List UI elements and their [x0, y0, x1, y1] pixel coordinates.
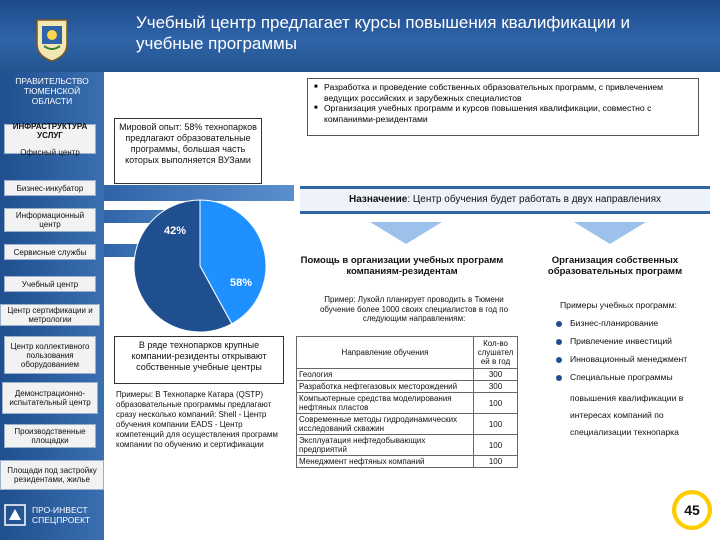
- page-number: 45: [672, 490, 712, 530]
- list-item-label: Инновационный менеджмент: [570, 354, 688, 364]
- table-header-direction: Направление обучения: [297, 337, 474, 369]
- page-title: Учебный центр предлагает курсы повышения квалификации и учебные программы: [136, 13, 631, 53]
- arrow-down-icon: [574, 222, 646, 244]
- list-item-label: Привлечение инвестиций: [570, 336, 672, 346]
- table-cell: 100: [474, 456, 518, 468]
- list-item-extra: повышения квалификации в: [570, 393, 684, 403]
- world-experience-callout: Мировой опыт: 58% технопарков предлагают образовательные программы, большая часть которых выполняется ВУЗами: [114, 118, 262, 184]
- table-cell: Менеджмент нефтяных компаний: [297, 456, 474, 468]
- infrastructure-box: [4, 121, 96, 157]
- purpose-label: Назначение: [348, 194, 408, 205]
- companies-callout: В ряде технопарков крупные компании-резиденты открывают собственные учебные центры: [114, 336, 284, 384]
- bullet-dot-icon: [556, 339, 562, 345]
- table-cell: 300: [474, 369, 518, 381]
- table-cell: 100: [474, 414, 518, 435]
- list-item-extra: специализации технопарка: [570, 427, 679, 437]
- examples-text: Примеры: В Технопарке Катара (QSTP) образовательные программы предлагают сразу несколько компаний: Shell - Центр обучения компании EADS - Центр компетенций для осуществления программ компании по обучению и сертификации: [116, 390, 278, 449]
- bullet-dot-icon: [556, 321, 562, 327]
- pie-label-58: 58%: [230, 277, 253, 289]
- bullet-dot-icon: [556, 375, 562, 381]
- sidebar-item-info-center[interactable]: Информационный центр: [4, 208, 96, 232]
- coat-of-arms-icon: [34, 16, 70, 62]
- sidebar-item-certification[interactable]: Центр сертификации и метрологии: [0, 304, 100, 326]
- logo-icon: [4, 504, 26, 526]
- sidebar-item-demo-center[interactable]: Демонстрационно-испытательный центр: [2, 382, 98, 414]
- logo-line1: ПРО-ИНВЕСТ: [32, 505, 88, 515]
- lukoil-example: Пример: Лукойл планирует проводить в Тюмени обучение более 1000 своих специалистов в год по следующим направлениям:: [319, 295, 509, 323]
- table-row: [297, 435, 518, 456]
- list-item: [556, 354, 712, 364]
- purpose-text: : Центр обучения будет работать в двух направлениях: [407, 194, 662, 205]
- table-cell: Эксплуатация нефтедобывающих предприятий: [297, 435, 474, 456]
- table-cell: Современные методы гидродинамических исследований скважин: [297, 414, 474, 435]
- table-row: [297, 393, 518, 414]
- list-item: [556, 318, 712, 328]
- right-list: [556, 318, 712, 441]
- table-row: [297, 414, 518, 435]
- list-item: [556, 372, 712, 382]
- list-item-extra: интересах компаний по: [570, 410, 664, 420]
- table-header-count: Кол-во слушател ей в год: [474, 337, 518, 369]
- sidebar-item-services[interactable]: Сервисные службы: [4, 244, 96, 260]
- direction-left-title: Помощь в организации учебных программ компаниям-резидентам: [300, 255, 504, 277]
- table-row: [297, 369, 518, 381]
- sidebar-item-office[interactable]: Офисный центр: [20, 147, 80, 157]
- table-cell: Компьютерные средства моделирования нефтяных пластов: [297, 393, 474, 414]
- company-logo: [4, 504, 114, 538]
- logo-line2: СПЕЦПРОЕКТ: [32, 515, 91, 525]
- arrow-down-icon: [370, 222, 442, 244]
- sidebar-item-shared-equipment[interactable]: Центр коллективного пользования оборудованием: [4, 336, 96, 374]
- table-cell: 100: [474, 393, 518, 414]
- pie-chart: [130, 196, 270, 336]
- bullet-item: ■ Организация учебных программ и курсов повышения квалификации, совместно с компаниями-резидентами: [314, 103, 692, 124]
- table-cell: Геология: [297, 369, 474, 381]
- table-row: [297, 381, 518, 393]
- sidebar-item-training[interactable]: Учебный центр: [4, 276, 96, 292]
- list-item: [556, 336, 712, 346]
- table-cell: Разработка нефтегазовых месторождений: [297, 381, 474, 393]
- sidebar-item-land[interactable]: Площади под застройку резидентами, жилье: [0, 460, 104, 490]
- bullet-list: [307, 78, 699, 136]
- infrastructure-title: ИНФРАСТРУКТУРА УСЛУГ: [12, 121, 88, 140]
- training-table: [296, 336, 518, 508]
- bullet-item: ■ Разработка и проведение собственных образовательных программ, с привлечением ведущих российских и зарубежных специалистов: [314, 82, 692, 103]
- purpose-bar: [300, 186, 710, 214]
- pie-label-42: 42%: [164, 225, 187, 237]
- sidebar-item-production[interactable]: Производственные площадки: [4, 424, 96, 448]
- government-label: ПРАВИТЕЛЬСТВО ТЮМЕНСКОЙ ОБЛАСТИ: [15, 76, 89, 106]
- direction-right-title: Организация собственных образовательных программ: [547, 255, 683, 277]
- table-cell: 100: [474, 435, 518, 456]
- bullet-dot-icon: [556, 357, 562, 363]
- table-row: [297, 456, 518, 468]
- sidebar-item-incubator[interactable]: Бизнес-инкубатор: [4, 180, 96, 196]
- list-item-label: Специальные программы: [570, 372, 673, 382]
- table-cell: 300: [474, 381, 518, 393]
- list-item-label: Бизнес-планирование: [570, 318, 659, 328]
- right-examples-title: Примеры учебных программ:: [560, 300, 677, 310]
